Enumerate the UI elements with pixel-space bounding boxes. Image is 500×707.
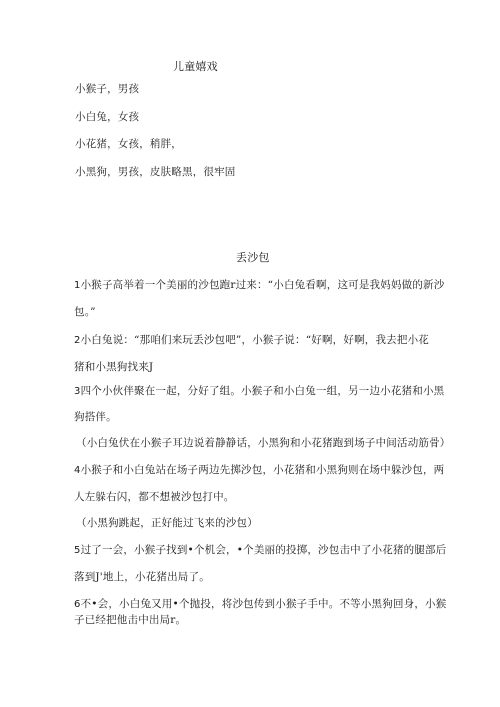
line-text: 四个小伙伴聚在一起，分好了组。小猴子和小白兔一组，另一边小花猪和小黑 <box>80 385 445 397</box>
script-line <box>74 490 235 504</box>
character-line: 小白兔，女孩 <box>75 111 140 123</box>
line-number: 4 <box>74 465 81 476</box>
line-text: 猪和小黑狗找来J <box>74 361 154 373</box>
script-line <box>74 613 186 627</box>
line-number: 3 <box>74 386 81 397</box>
script-line <box>74 463 444 478</box>
line-number: 5 <box>74 545 81 556</box>
script-line <box>74 360 153 374</box>
character-line: 小花猪，女孩，稍胖， <box>75 138 182 150</box>
line-text: 小白兔说：“那咱们来玩丢沙包吧”，小猴子说：“好啊，好啊，我去把小花 <box>80 334 429 346</box>
line-text: 小猴子高举着一个美丽的沙包跑r过来：“小白兔看啊，这可是我妈妈做的新沙 <box>80 279 445 291</box>
stage-direction <box>76 436 451 450</box>
line-text: 落到J'地上，小花猪出局了。 <box>74 571 210 583</box>
line-text: 子已经把他击中出局r。 <box>74 614 187 626</box>
script-line <box>74 570 210 584</box>
script-line <box>74 543 446 558</box>
script-line <box>74 278 444 293</box>
line-text: 包。” <box>74 306 96 318</box>
scene-title: 丢沙包 <box>236 251 270 264</box>
character-line: 小猴子，男孩 <box>75 83 140 95</box>
script-line <box>74 410 117 424</box>
script-line <box>74 597 446 612</box>
line-text: 狗搭伴。 <box>74 411 117 423</box>
script-line <box>74 305 96 319</box>
play-title: 儿童嬉戏 <box>173 60 218 73</box>
line-text: 小猴子和小白兔站在场子两边先掷沙包，小花猪和小黑狗则在场中躲沙包，两 <box>80 464 445 476</box>
line-number: 1 <box>74 280 81 291</box>
script-line <box>74 333 429 348</box>
character-line: 小黑狗，男孩，皮肤略黑，很牢固 <box>75 166 236 178</box>
line-text: （小黑狗跳起，正好能过飞来的沙包） <box>76 517 258 529</box>
line-text: （小白兔伏在小猴子耳边说着静静话，小黑狗和小花猪跑到场子中间活动筋骨） <box>76 437 451 449</box>
line-number: 6 <box>74 599 81 610</box>
line-text: 过了一会，小猴子找到•个机会，•个美丽的投掷，沙包击中了小花猪的腿部后 <box>80 544 447 556</box>
line-number: 2 <box>74 335 81 346</box>
script-line <box>74 384 444 399</box>
line-text: 不•会，小白兔又用•个抛投，将沙包传到小猴子手中。不等小黑狗回身，小猴 <box>80 598 447 610</box>
line-text: 人左躲右闪，都不想被沙包打中。 <box>74 491 235 503</box>
stage-direction <box>76 516 258 530</box>
